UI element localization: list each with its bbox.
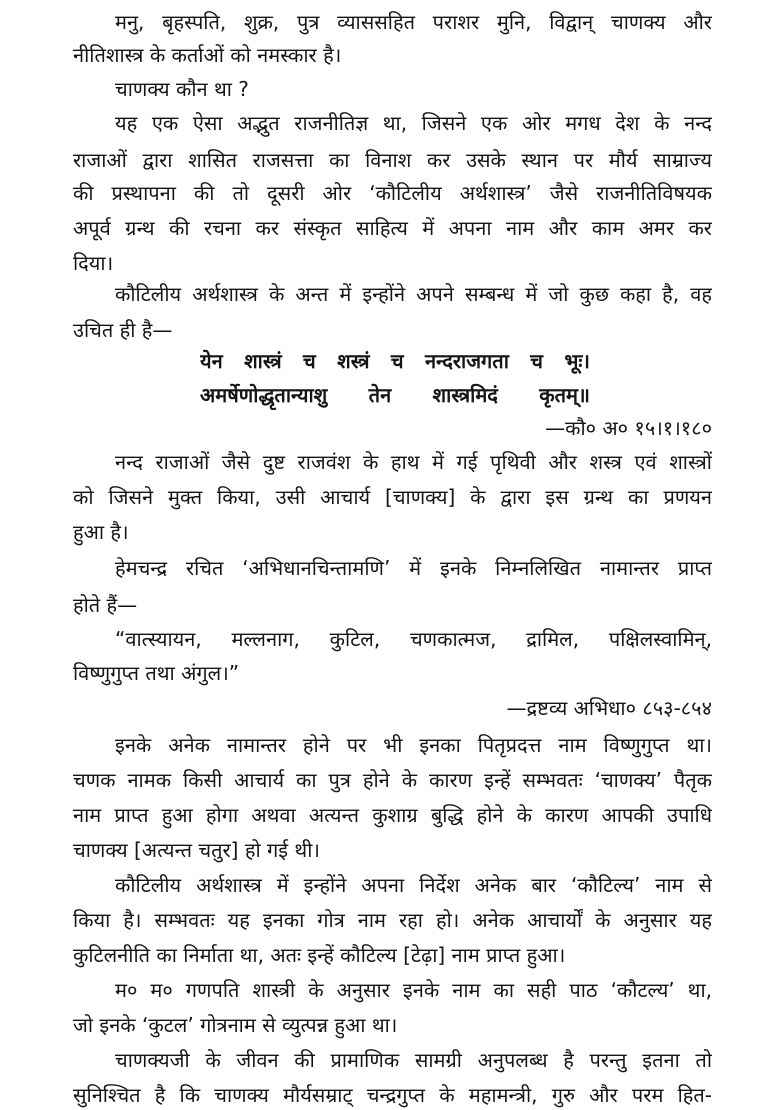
section-heading: चाणक्य कौन था ? [115,77,249,101]
paragraph-line: दिया। [73,251,114,275]
paragraph-line: चाणक्य [अत्यन्त चतुर] हो गई थी। [73,838,320,862]
paragraph-line: नाम प्राप्त हुआ होगा अथवा अत्यन्त कुशाग्र बुद्धि होने के कारण आपकी उपाधि [73,803,712,827]
paragraph-line: अपूर्व ग्रन्थ की रचना कर संस्कृत साहित्य में अपना नाम और काम अमर कर [73,216,712,240]
paragraph-line: की प्रस्थापना की तो दूसरी ओर ‘कौटिलीय अर्थशास्त्र’ जैसे राजनीतिविषयक [73,181,712,205]
quote-line: “वात्स्यायन, मल्लनाग, कुटिल, चणकात्मज, द्रामिल, पक्षिलस्वामिन्, [115,627,712,651]
paragraph-line: हेमचन्द्र रचित ‘अभिधानचिन्तामणि’ में इनके निम्नलिखित नामान्तर प्राप्त [115,556,712,580]
verse-line: येन शास्त्रं च शस्त्रं च नन्दराजगता च भूः। [200,349,590,373]
paragraph-line: राजाओं द्वारा शासित राजसत्ता का विनाश कर उसके स्थान पर मौर्य साम्राज्य [73,148,712,172]
paragraph-line: नन्द राजाओं जैसे दुष्ट राजवंश के हाथ में गई पृथिवी और शस्त्र एवं शास्त्रों [115,450,712,474]
verse-reference: —कौ० अ० १५।१।१८० [545,416,712,440]
paragraph-line: कौटिलीय अर्थशास्त्र में इन्होंने अपना निर्देश अनेक बार ‘कौटिल्य’ नाम से [115,873,712,897]
paragraph-line: कौटिलीय अर्थशास्त्र के अन्त में इन्होंने अपने सम्बन्ध में जो कुछ कहा है, वह [115,282,712,306]
quote-line: विष्णुगुप्त तथा अंगुल।” [73,661,240,685]
paragraph-line: उचित ही है— [73,318,173,342]
paragraph-line: जो इनके ‘कुटल’ गोत्रनाम से व्युत्पन्न हुआ था। [73,1013,398,1037]
paragraph-line: किया है। सम्भवतः यह इनका गोत्र नाम रहा हो। अनेक आचार्यों के अनुसार यह [73,908,712,932]
paragraph-line: म० म० गणपति शास्त्री के अनुसार इनके नाम का सही पाठ ‘कौटल्य’ था, [115,978,712,1002]
paragraph-line: होते हैं— [73,593,138,617]
paragraph-line: इनके अनेक नामान्तर होने पर भी इनका पितृप्रदत्त नाम विष्णुगुप्त था। [115,733,712,757]
paragraph-line: सुनिश्चित है कि चाणक्य मौर्यसम्राट् चन्द्रगुप्त के महामन्त्री, गुरु और परम हित- [73,1083,712,1107]
paragraph-line: को जिसने मुक्त किया, उसी आचार्य [चाणक्य] के द्वारा इस ग्रन्थ का प्रणयन [73,485,712,509]
paragraph-line: चाणक्यजी के जीवन की प्रामाणिक सामग्री अनुपलब्ध है परन्तु इतना तो [115,1048,712,1072]
verse-line: अमर्षेणोद्धृतान्याशु तेन शास्त्रमिदं कृतम्॥ [200,383,590,407]
paragraph-line: मनु, बृहस्पति, शुक्र, पुत्र व्याससहित पराशर मुनि, विद्वान् चाणक्य और [115,10,712,34]
paragraph-line: कुटिलनीति का निर्माता था, अतः इन्हें कौटिल्य [टेढ़ा] नाम प्राप्त हुआ। [73,943,566,967]
quote-reference: —द्रष्टव्य अभिधा० ८५३-८५४ [506,696,712,720]
paragraph-line: यह एक ऐसा अद्भुत राजनीतिज्ञ था, जिसने एक ओर मगध देश के नन्द [115,111,712,135]
paragraph-line: चणक नामक किसी आचार्य का पुत्र होने के कारण इन्हें सम्भवतः ‘चाणक्य’ पैतृक [73,768,712,792]
paragraph-line: नीतिशास्त्र के कर्ताओं को नमस्कार है। [73,43,342,67]
paragraph-line: हुआ है। [73,520,129,544]
